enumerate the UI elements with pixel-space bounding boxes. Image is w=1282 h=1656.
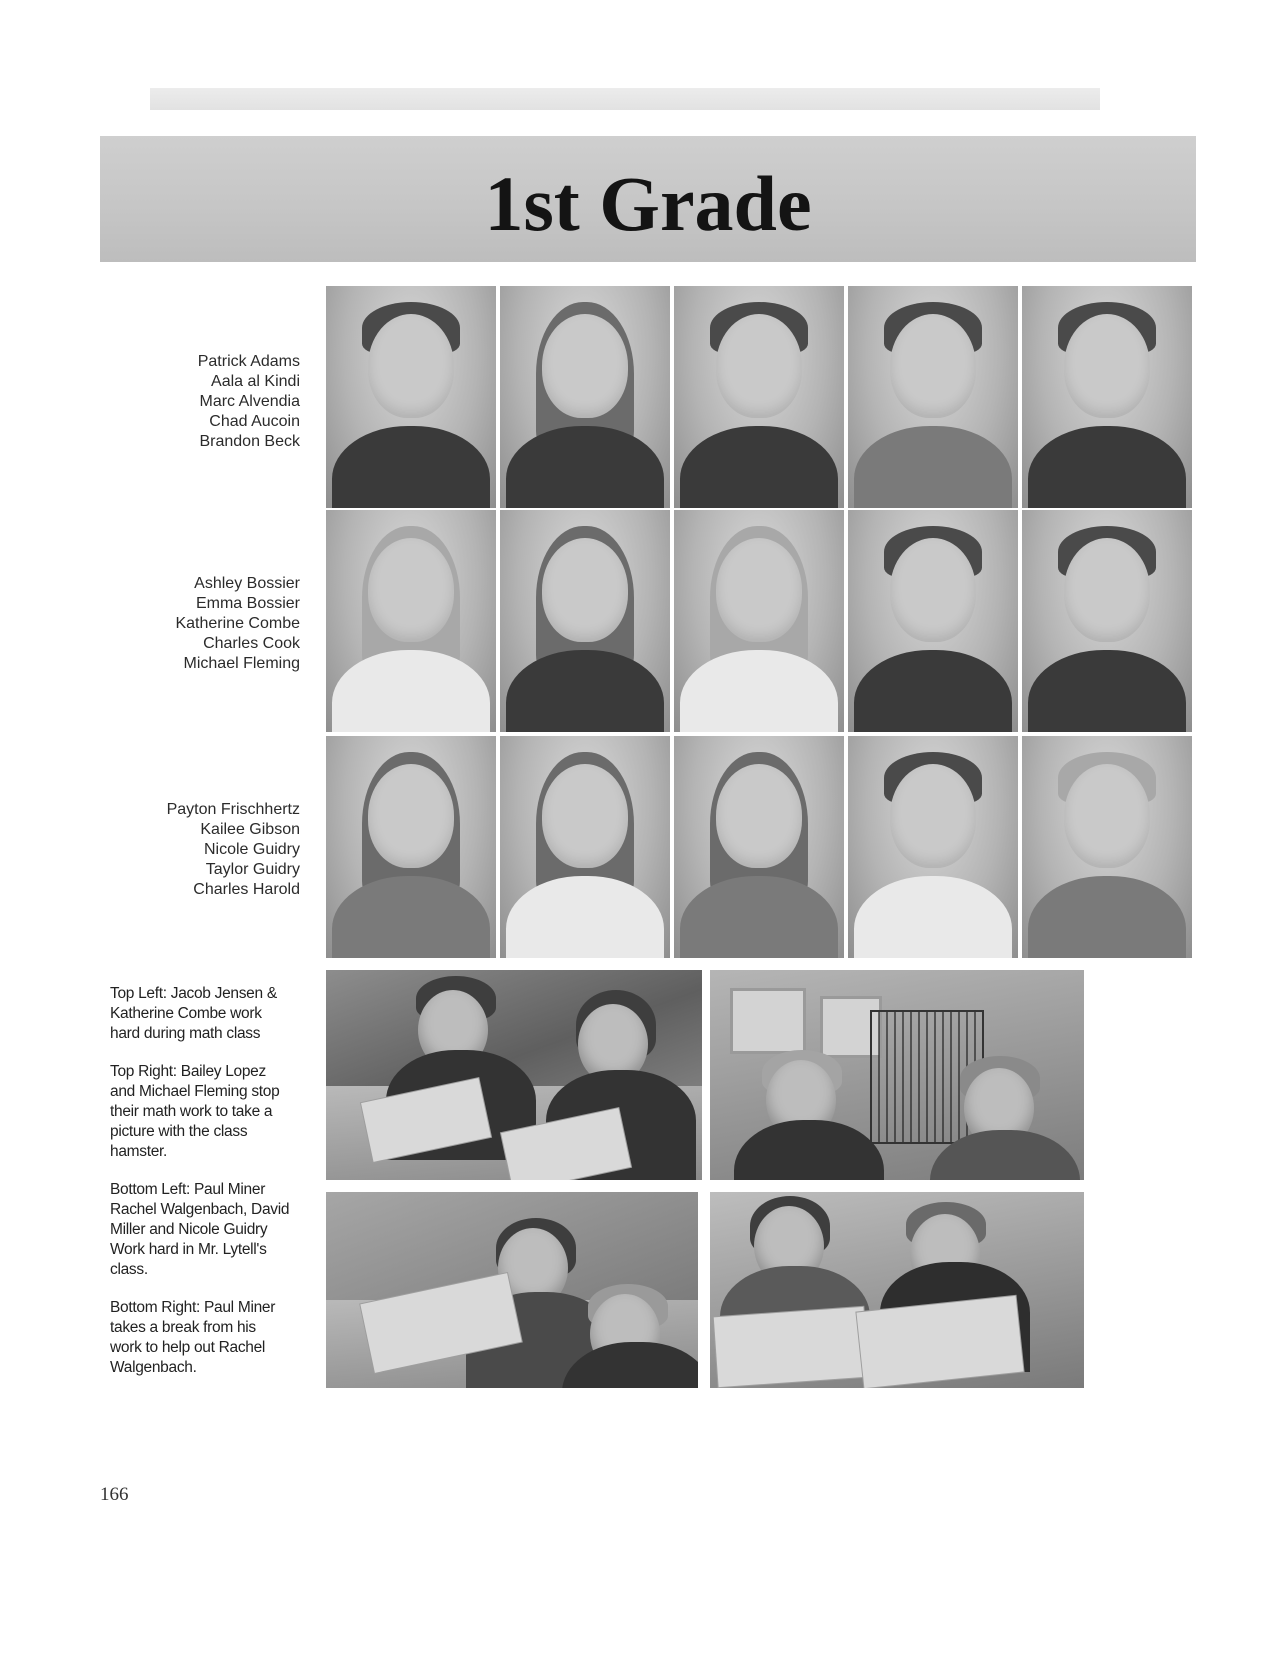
photo-class-hamster [710,970,1084,1180]
student-portrait [848,736,1018,958]
student-name: Charles Cook [203,635,300,652]
photo-helping-classmate [710,1192,1084,1388]
student-name: Chad Aucoin [209,413,300,430]
caption-bottom-left: Bottom Left: Paul Miner Rachel Walgenbach, David Miller and Nicole Guidry Work hard in Mr. Lytell's class. [110,1181,290,1278]
student-portrait [674,736,844,958]
caption-top-left: Top Left: Jacob Jensen & Katherine Combe work hard during math class [110,985,277,1042]
student-name: Kailee Gibson [200,821,300,838]
student-name: Brandon Beck [199,433,300,450]
student-name: Payton Frischhertz [166,801,300,818]
name-list-row-1 [120,352,300,452]
student-portrait [674,510,844,732]
caption-top-right: Top Right: Bailey Lopez and Michael Fleming stop their math work to take a picture with the class hamster. [110,1063,280,1160]
page-number: 166 [100,1484,129,1505]
portrait-row-1 [326,286,1192,508]
student-name: Taylor Guidry [205,861,300,878]
student-portrait [326,736,496,958]
photo-math-class [326,970,702,1180]
student-portrait [1022,736,1192,958]
student-portrait [500,736,670,958]
student-portrait [1022,286,1192,508]
student-name: Marc Alvendia [199,393,300,410]
student-portrait [326,510,496,732]
caption-bottom-right: Bottom Right: Paul Miner takes a break from his work to help out Rachel Walgenbach. [110,1299,276,1376]
student-portrait [326,286,496,508]
photo-captions [110,984,290,1396]
name-list-row-2 [120,574,300,674]
student-portrait [500,286,670,508]
title-banner [100,136,1196,262]
student-name: Katherine Combe [175,615,300,632]
name-list-row-3 [120,800,300,900]
student-portrait [1022,510,1192,732]
student-portrait [500,510,670,732]
student-portrait [848,286,1018,508]
student-name: Nicole Guidry [203,841,300,858]
student-name: Charles Harold [193,881,300,898]
page-title: 1st Grade [484,160,812,247]
student-name: Ashley Bossier [194,575,300,592]
student-name: Patrick Adams [197,353,300,370]
portrait-row-3 [326,736,1192,958]
photo-lytell-class [326,1192,698,1388]
portrait-row-2 [326,510,1192,732]
student-portrait [848,510,1018,732]
student-name: Michael Fleming [183,655,300,672]
header-strip [150,88,1100,110]
student-name: Aala al Kindi [211,373,300,390]
student-portrait [674,286,844,508]
student-name: Emma Bossier [195,595,300,612]
